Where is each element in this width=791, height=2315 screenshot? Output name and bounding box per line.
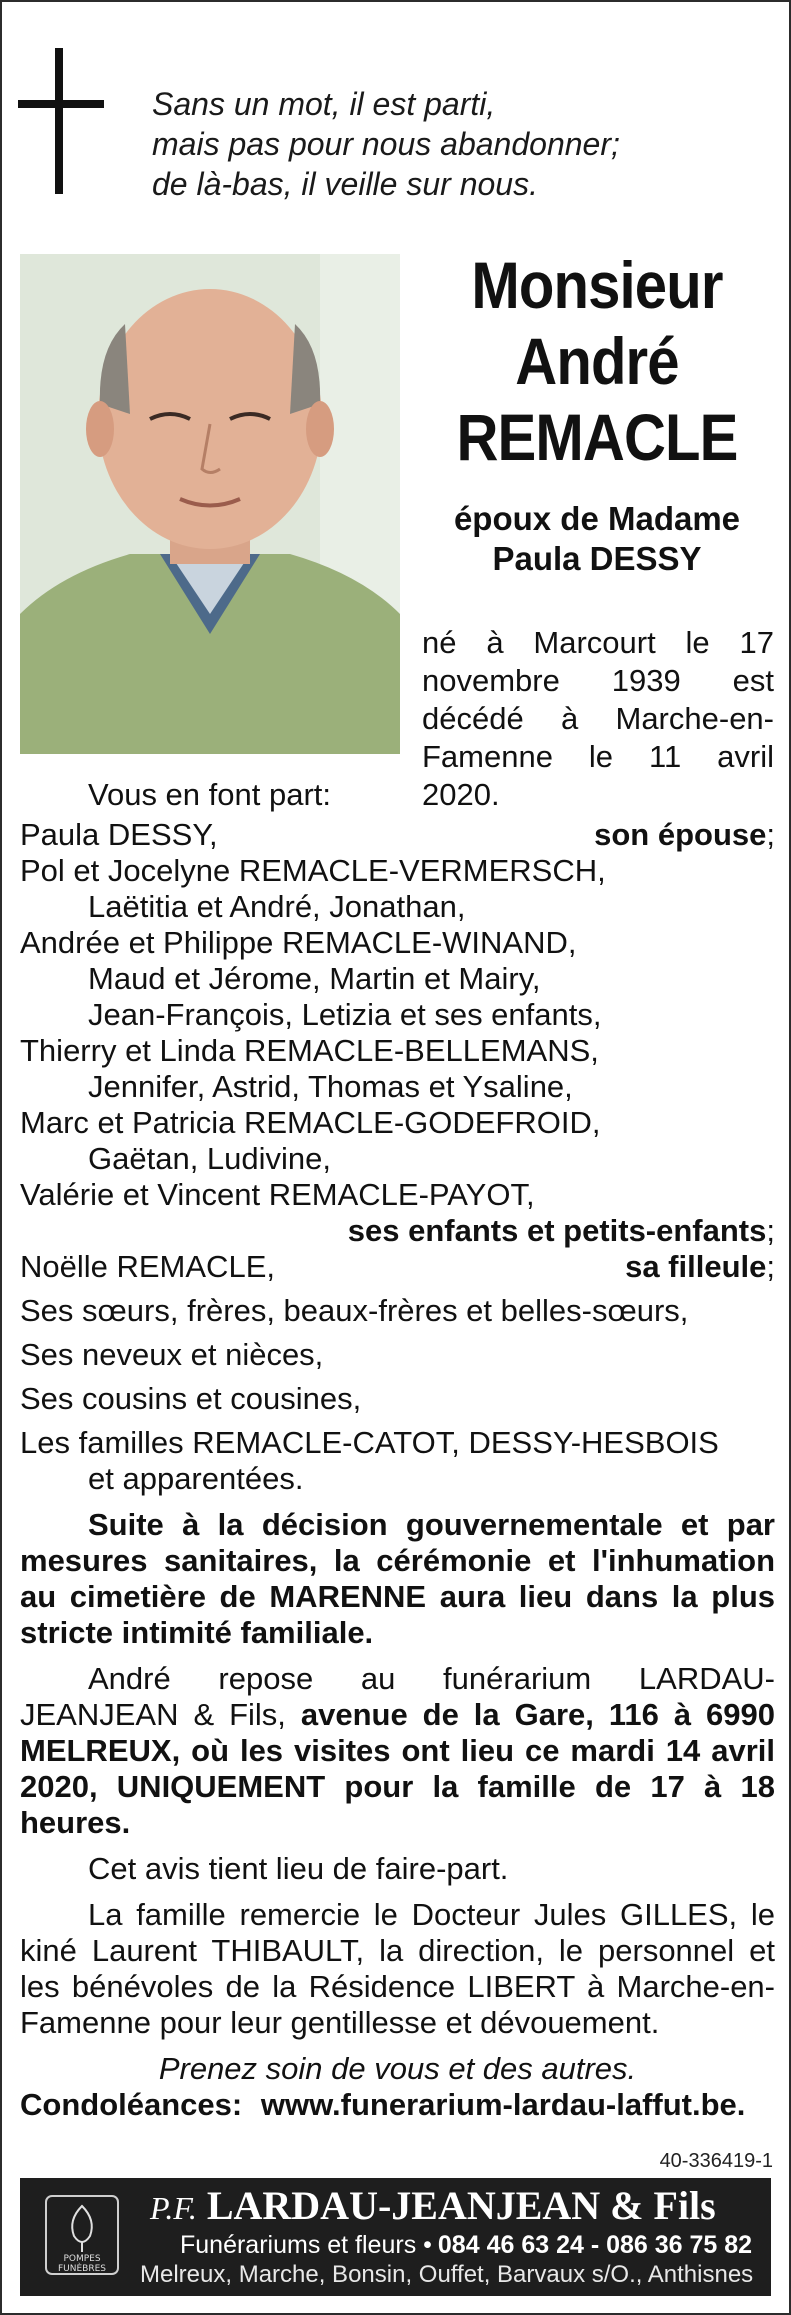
family-member-line: Valérie et Vincent REMACLE-PAYOT, — [20, 1177, 535, 1212]
family-row-spouse: Paula DESSY, son épouse; — [20, 817, 775, 852]
notice-paragraph: Cet avis tient lieu de faire-part. — [88, 1851, 509, 1886]
pf-label: P.F. — [150, 2190, 197, 2226]
family-others-4: Les familles REMACLE-CATOT, DESSY-HESBOIS — [20, 1425, 719, 1460]
phone-numbers[interactable]: 084 46 63 24 - 086 36 75 82 — [437, 2231, 753, 2259]
company-name-line — [150, 2184, 760, 2230]
deceased-title: Monsieur — [471, 248, 723, 322]
reference-number: 40-336419-1 — [659, 2150, 773, 2172]
poem-line: Sans un mot, il est parti, — [152, 86, 496, 122]
children-list — [20, 853, 775, 1213]
services-line — [180, 2230, 752, 2260]
spouse-line-1: époux de Madame — [453, 500, 741, 537]
family-others-3: Ses cousins et cousines, — [20, 1381, 362, 1416]
condolences-url[interactable]: www.funerarium-lardau-laffut.be. — [260, 2087, 746, 2122]
funeral-logo-icon — [38, 2192, 126, 2280]
poem-line: de là-bas, il veille sur nous. — [152, 166, 538, 202]
poem-line: mais pas pour nous abandonner; — [152, 126, 620, 162]
portrait-illustration — [20, 254, 400, 754]
poem — [152, 84, 620, 204]
announcement-body — [20, 777, 775, 2123]
services-text: Funérariums et fleurs • — [180, 2231, 432, 2259]
locations-line: Melreux, Marche, Bonsin, Ouffet, Barvaux s/O., Anthisnes — [140, 2261, 754, 2288]
cross-icon — [18, 48, 104, 198]
spouse-line-2: Paula DESSY — [492, 540, 702, 577]
family-member-line: Maud et Jérome, Martin et Mairy, — [88, 961, 541, 996]
family-relation: son épouse — [594, 817, 767, 852]
intro-text: Vous en font part: — [88, 777, 332, 812]
company-name: LARDAU-JEANJEAN & Fils — [206, 2183, 716, 2228]
family-member-line: Laëtitia et André, Jonathan, — [88, 889, 466, 924]
family-name: Paula DESSY, — [20, 817, 218, 852]
family-member-line: Marc et Patricia REMACLE-GODEFROID, — [20, 1105, 601, 1140]
birth-death-text: né à Marcourt le 17 novembre 1939 est décédé à Marche-en-Famenne le 11 avril 2020. — [422, 625, 774, 812]
children-relation: ses enfants et petits-enfants; — [347, 1213, 775, 1248]
family-member-line: Jean-François, Letizia et ses enfants, — [88, 997, 602, 1032]
care-line: Prenez soin de vous et des autres. — [158, 2051, 637, 2086]
family-row-godchild: Noëlle REMACLE, sa filleule; — [20, 1249, 775, 1284]
family-member-line: Jennifer, Astrid, Thomas et Ysaline, — [88, 1069, 573, 1104]
logo-text-line: FUNÈBRES — [57, 2264, 106, 2274]
thanks-paragraph: La famille remercie le Docteur Jules GILLES, le kiné Laurent THIBAULT, la direction, le personnel et les bénévoles de la Résidence LIBERT à Marche-en-Famenne pour leur gentillesse et dévouement. — [20, 1897, 775, 2040]
condolences-label: Condoléances: — [20, 2087, 243, 2122]
family-member-line: Thierry et Linda REMACLE-BELLEMANS, — [20, 1033, 599, 1068]
family-others-5: et apparentées. — [88, 1461, 304, 1496]
family-member-line: Gaëtan, Ludivine, — [88, 1141, 332, 1176]
family-relation: sa filleule — [625, 1249, 767, 1284]
family-member-line: Pol et Jocelyne REMACLE-VERMERSCH, — [20, 853, 606, 888]
family-name: Noëlle REMACLE, — [20, 1249, 275, 1284]
funeral-home-banner — [20, 2178, 771, 2296]
family-others-1: Ses sœurs, frères, beaux-frères et belles-sœurs, — [20, 1293, 689, 1328]
ceremony-paragraph: Suite à la décision gouvernementale et par mesures sanitaires, la cérémonie et l'inhumation au cimetière de MARENNE aura lieu dans la plus stricte intimité familiale. — [20, 1507, 775, 1650]
repose-paragraph: André repose au funérarium LARDAU-JEANJEAN & Fils, avenue de la Gare, 116 à 6990 MELREUX, où les visites ont lieu ce mardi 14 avril 2020, UNIQUEMENT pour la famille de 17 à 18 heures. — [20, 1661, 775, 1840]
spouse-line — [412, 499, 782, 579]
logo-text-line: POMPES — [63, 2254, 101, 2264]
portrait-photo — [20, 254, 400, 754]
deceased-last-name: REMACLE — [456, 400, 738, 474]
deceased-name-block — [412, 247, 782, 579]
condolences-line — [20, 2087, 775, 2123]
family-member-line: Andrée et Philippe REMACLE-WINAND, — [20, 925, 577, 960]
deceased-first-name: André — [515, 324, 679, 398]
family-others-2: Ses neveux et nièces, — [20, 1337, 324, 1372]
